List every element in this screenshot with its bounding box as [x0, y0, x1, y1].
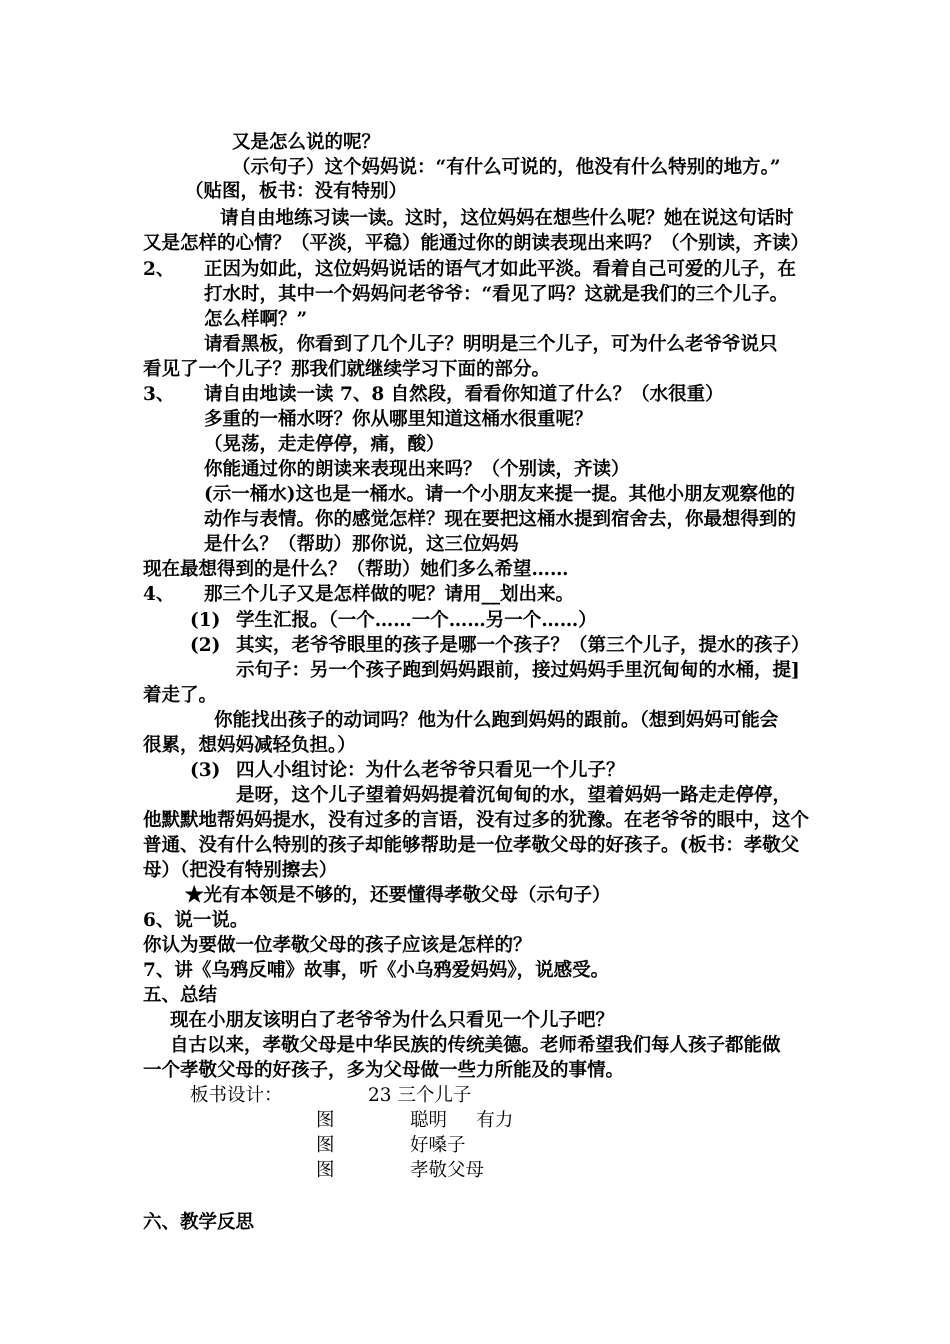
list-number: 2、: [143, 259, 175, 280]
text-line: 7、讲《乌鸦反哺》故事，听《小乌鸦爱妈妈》，说感受。: [143, 960, 610, 981]
text-line: 多重的一桶水呀？你从哪里知道这桶水很重呢？: [204, 409, 593, 430]
text-line: 自古以来，孝敬父母是中华民族的传统美德。老师希望我们每人孩子都能做: [170, 1035, 781, 1056]
board-title: 23 三个儿子: [368, 1085, 472, 1106]
text-line: 那三个儿子又是怎样做的呢？请用__划出来。: [204, 584, 575, 605]
board-text: 聪明 有力: [410, 1110, 514, 1131]
text-line: 又是怎样的心情？（平淡，平稳）能通过你的朗读表现出来吗？（个别读，齐读）: [143, 233, 810, 254]
text-line: 学生汇报。（一个……一个……另一个……）: [236, 610, 597, 631]
text-line: 普通、没有什么特别的孩子却能够帮助是一位孝敬父母的好孩子。(板书：孝敬父: [143, 835, 800, 856]
text-line: 现在小朋友该明白了老爷爷为什么只看见一个儿子吧？: [170, 1010, 615, 1031]
text-line: 怎么样啊？”: [204, 309, 308, 330]
board-text: 孝敬父母: [410, 1160, 485, 1181]
text-line: （贴图，板书：没有特别）: [185, 181, 408, 202]
text-line: 看见了一个儿子？那我们就继续学习下面的部分。: [143, 359, 551, 380]
text-line: ★光有本领是不够的，还要懂得孝敬父母（示句子）: [185, 885, 611, 906]
list-number: 3、: [143, 384, 175, 405]
text-line: （晃荡，走走停停，痛，酸）: [204, 434, 445, 455]
text-line: 母）（把没有特别擦去）: [143, 860, 338, 881]
text-line: 你能找出孩子的动词吗？他为什么跑到妈妈的跟前。（想到妈妈可能会: [214, 710, 779, 731]
section-heading: 六、教学反思: [143, 1212, 255, 1233]
text-line: 四人小组讨论：为什么老爷爷只看见一个儿子？: [236, 760, 625, 781]
text-line: 你认为要做一位孝敬父母的孩子应该是怎样的？: [143, 935, 532, 956]
text-line: 请自由地读一读 7、8 自然段，看看你知道了什么？（水很重）: [204, 384, 724, 405]
text-line: 其实，老爷爷眼里的孩子是哪一个孩子？（第三个儿子，提水的孩子）: [236, 635, 810, 656]
board-text: 好嗓子: [410, 1135, 466, 1156]
text-line: 是呀，这个儿子望着妈妈提着沉甸甸的水，望着妈妈一路走走停停，: [236, 785, 792, 806]
text-line: 又是怎么说的呢？: [232, 132, 381, 153]
text-line: 一个孝敬父母的好孩子，多为父母做一些力所能及的事情。: [143, 1060, 625, 1081]
text-line: 着走了。: [143, 685, 218, 706]
text-line: 正因为如此，这位妈妈说话的语气才如此平淡。看着自己可爱的儿子，在: [204, 259, 797, 280]
section-heading: 五、总结: [143, 985, 218, 1006]
text-line: (示一桶水)这也是一桶水。请一个小朋友来提一提。其他小朋友观察他的: [204, 484, 796, 505]
text-line: 现在最想得到的是什么？（帮助）她们多么希望……: [143, 559, 569, 580]
text-line: 你能通过你的朗读来表现出来吗？（个别读，齐读）: [204, 459, 630, 480]
text-line: （示句子）这个妈妈说：“有什么可说的，他没有什么特别的地方。”: [232, 157, 781, 178]
text-line: 示句子：另一个孩子跑到妈妈跟前，接过妈妈手里沉甸甸的水桶，提]: [236, 660, 800, 681]
text-line: 动作与表情。你的感觉怎样？现在要把这桶水提到宿舍去，你最想得到的: [204, 509, 797, 530]
text-line: 请看黑板，你看到了几个儿子？明明是三个儿子，可为什么老爷爷说只: [204, 334, 778, 355]
text-line: 6、说一说。: [143, 910, 249, 931]
board-picture: 图: [316, 1110, 335, 1131]
text-line: 请自由地练习读一读。这时，这位妈妈在想些什么呢？她在说这句话时: [220, 208, 794, 229]
text-line: 打水时，其中一个妈妈问老爷爷：“看见了吗？这就是我们的三个儿子。: [204, 284, 789, 305]
text-line: 很累，想妈妈减轻负担。）: [143, 735, 356, 756]
list-number: 4、: [143, 584, 175, 605]
text-line: 他默默地帮妈妈提水，没有过多的言语，没有过多的犹豫。在老爷爷的眼中，这个: [143, 810, 810, 831]
board-label: 板书设计：: [190, 1085, 283, 1106]
list-number: (3): [190, 760, 221, 781]
list-number: (2): [190, 635, 221, 656]
board-picture: 图: [316, 1135, 335, 1156]
board-picture: 图: [316, 1160, 335, 1181]
text-line: 是什么？（帮助）那你说，这三位妈妈: [204, 534, 519, 555]
list-number: (1): [190, 610, 221, 631]
